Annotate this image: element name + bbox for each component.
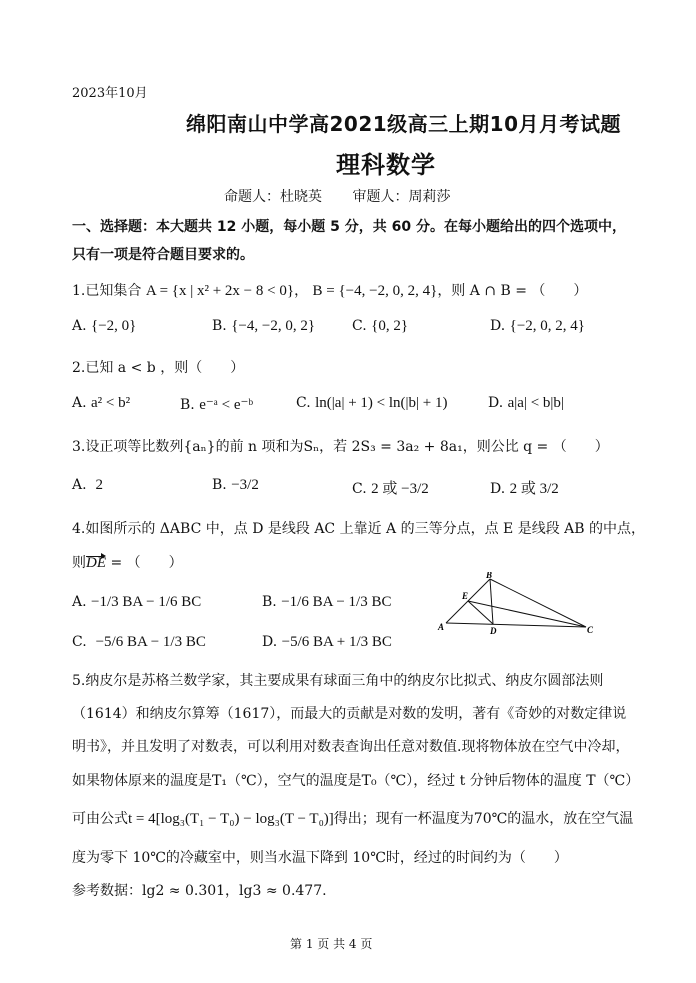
label-e: E	[462, 591, 469, 601]
question-1-option-d: D. {−2, 0, 2, 4}	[490, 318, 585, 334]
label-c: C	[587, 625, 594, 635]
label-a: A	[438, 622, 445, 632]
label-b: B	[486, 572, 493, 580]
question-3-option-c: C. 2 或 −3/2	[352, 481, 429, 497]
question-5-line6: 度为零下 10℃的冷藏室中，则当水温下降到 10℃时，经过的时间约为（ ）	[72, 850, 568, 866]
question-5-line1: 5.纳皮尔是苏格兰数学家，其主要成果有球面三角中的纳皮尔比拟式、纳皮尔圆部法则	[72, 673, 604, 689]
set-a: A = {x | x² + 2x − 8 < 0}	[145, 283, 295, 299]
set-b: B = {−4, −2, 0, 2, 4}	[312, 283, 438, 299]
question-5-line5: 可由公式t = 4[log₃(T₁ − T₀) − log₃(T − T₀)]得出；现有一杯温度为70℃的温水，放在空气温	[72, 811, 634, 827]
segment-ec	[468, 601, 586, 627]
question-3-option-d: D. 2 或 3/2	[490, 481, 559, 497]
author-reviewer: 审题人：周莉莎	[352, 189, 451, 205]
vector-de-label: DE	[86, 555, 106, 571]
question-2-stem: 2.已知 a < b ，则（ ）	[72, 360, 245, 376]
question-4-option-d: D. −5/6 BA + 1/3 BC	[262, 634, 392, 650]
segment-ac	[446, 623, 586, 627]
question-1-option-b: B. {−4, −2, 0, 2}	[212, 318, 316, 334]
segment-bd	[490, 579, 493, 624]
exam-subject: 理科数学	[336, 151, 436, 179]
question-1-stem: 1.已知集合 A = {x | x² + 2x − 8 < 0}， B = {−4, −2, 0, 2, 4}，则 A ∩ B = （ ）	[72, 283, 588, 299]
question-1-option-a: A. {−2, 0}	[72, 318, 137, 334]
question-3-option-a: A. 2	[72, 477, 103, 493]
question-4-stem-line1: 4.如图所示的 ΔABC 中，点 D 是线段 AC 上靠近 A 的三等分点，点 E 是线段 AB 的中点，	[72, 521, 646, 537]
question-3-stem: 3.设正项等比数列{aₙ}的前 n 项和为Sₙ，若 2S₃ = 3a₂ + 8a₁，则公比 q = （ ）	[72, 439, 609, 455]
authors	[224, 186, 476, 206]
segment-ed	[468, 601, 493, 624]
segment-bc	[490, 579, 586, 627]
exam-title: 绵阳南山中学高2021级高三上期10月月考试题	[186, 112, 621, 136]
label-d: D	[490, 626, 497, 636]
question-4-option-c: C. −5/6 BA − 1/3 BC	[72, 634, 206, 650]
question-2-option-c: C. ln(|a| + 1) < ln(|b| + 1)	[296, 395, 448, 411]
section-heading-line2: 只有一项是符合题目要求的。	[72, 247, 254, 263]
question-5-reference: 参考数据：lg2 ≈ 0.301，lg3 ≈ 0.477.	[72, 883, 327, 899]
question-4-option-a: A. −1/3 BA − 1/6 BC	[72, 594, 202, 610]
question-5-line2: （1614）和纳皮尔算筹（1617），而最大的贡献是对数的发明，著有《奇妙的对数定律说	[72, 706, 627, 722]
question-4-option-b: B. −1/6 BA − 1/3 BC	[262, 594, 392, 610]
exam-date: 2023年10月	[72, 86, 148, 101]
question-2-option-b: B. e⁻ᵃ < e⁻ᵇ	[180, 397, 254, 413]
triangle-figure	[436, 572, 596, 636]
question-5-line3: 明书》，并且发明了对数表，可以利用对数表查询出任意对数值.现将物体放在空气中冷却，	[72, 739, 630, 755]
page-footer: 第 1 页 共 4 页	[290, 937, 373, 951]
question-3-option-b: B. −3/2	[212, 477, 259, 493]
question-2-option-a: A. a² < b²	[72, 395, 131, 411]
cooling-formula: t = 4[log₃(T₁ − T₀) − log₃(T − T₀)]	[128, 811, 334, 827]
question-4-stem-line2: 则DE = （ ）	[72, 555, 183, 571]
question-1-option-c: C. {0, 2}	[352, 318, 409, 334]
section-heading-line1: 一、选择题：本大题共 12 小题，每小题 5 分，共 60 分。在每小题给出的四个选项中，	[72, 219, 626, 235]
question-5-line4: 如果物体原来的温度是T₁（℃），空气的温度是T₀（℃），经过 t 分钟后物体的温度 T（℃）	[72, 773, 640, 789]
author-setter: 命题人：杜晓英	[224, 189, 322, 205]
question-2-option-d: D. a|a| < b|b|	[488, 395, 564, 411]
